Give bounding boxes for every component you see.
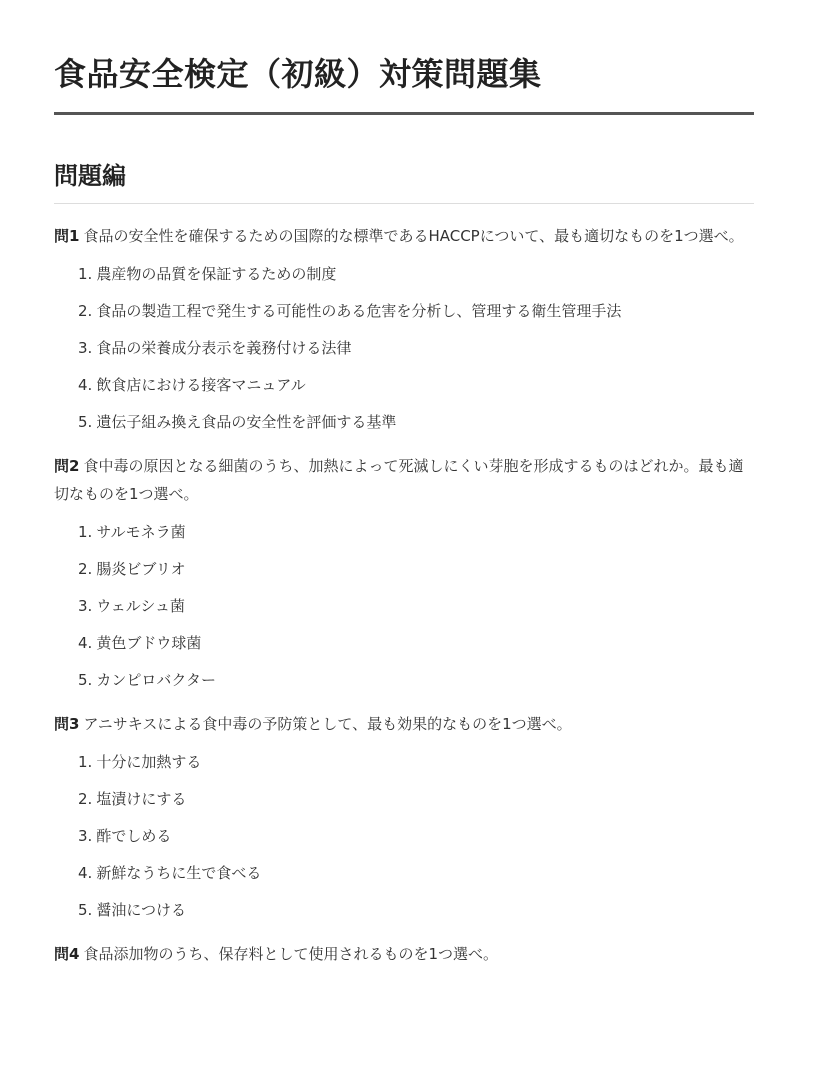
option-item	[78, 750, 754, 774]
question-3	[54, 710, 754, 922]
option-item	[78, 824, 754, 848]
option-item	[78, 668, 754, 692]
question-2	[54, 452, 754, 692]
option-number: 5.	[78, 413, 93, 431]
option-item	[78, 898, 754, 922]
option-item	[78, 557, 754, 581]
option-number: 1.	[78, 753, 93, 771]
option-item	[78, 787, 754, 811]
option-item	[78, 631, 754, 655]
option-number: 3.	[78, 827, 93, 845]
option-list	[54, 520, 754, 692]
option-text: 食品の製造工程で発生する可能性のある危害を分析し、管理する衛生管理手法	[96, 302, 622, 320]
option-number: 5.	[78, 901, 93, 919]
option-text: 腸炎ビブリオ	[96, 560, 186, 578]
option-list	[54, 262, 754, 434]
option-item	[78, 861, 754, 885]
document-title: 食品安全検定（初級）対策問題集	[54, 50, 754, 115]
option-text: カンピロバクター	[96, 671, 217, 689]
question-text	[54, 222, 754, 250]
question-text	[54, 940, 754, 968]
question-text	[54, 710, 754, 738]
option-number: 4.	[78, 864, 93, 882]
option-text: ウェルシュ菌	[96, 597, 186, 615]
option-number: 1.	[78, 523, 93, 541]
question-body: アニサキスによる食中毒の予防策として、最も効果的なものを1つ選べ。	[83, 715, 572, 733]
option-list	[54, 750, 754, 922]
question-number: 問4	[54, 945, 80, 963]
option-item	[78, 299, 754, 323]
option-text: 農産物の品質を保証するための制度	[96, 265, 337, 283]
option-number: 4.	[78, 376, 93, 394]
option-text: 新鮮なうちに生で食べる	[96, 864, 262, 882]
option-item	[78, 336, 754, 360]
option-text: 塩漬けにする	[96, 790, 187, 808]
option-item	[78, 373, 754, 397]
option-number: 4.	[78, 634, 93, 652]
option-text: 食品の栄養成分表示を義務付ける法律	[96, 339, 352, 357]
option-number: 3.	[78, 597, 93, 615]
question-body: 食中毒の原因となる細菌のうち、加熱によって死滅しにくい芽胞を形成するものはどれか。最も適切なものを1つ選べ。	[54, 457, 744, 503]
option-item	[78, 262, 754, 286]
option-text: 酢でしめる	[96, 827, 172, 845]
option-number: 5.	[78, 671, 93, 689]
option-item	[78, 410, 754, 434]
option-text: 遺伝子組み換え食品の安全性を評価する基準	[96, 413, 397, 431]
option-text: 十分に加熱する	[96, 753, 202, 771]
option-item	[78, 520, 754, 544]
option-number: 1.	[78, 265, 93, 283]
question-text	[54, 452, 754, 508]
question-number: 問2	[54, 457, 80, 475]
option-text: 黄色ブドウ球菌	[96, 634, 202, 652]
question-number: 問1	[54, 227, 80, 245]
option-number: 3.	[78, 339, 93, 357]
option-text: 飲食店における接客マニュアル	[96, 376, 306, 394]
option-number: 2.	[78, 790, 93, 808]
option-number: 2.	[78, 302, 93, 320]
question-body: 食品添加物のうち、保存料として使用されるものを1つ選べ。	[83, 945, 498, 963]
section-title: 問題編	[54, 159, 754, 204]
question-4	[54, 940, 754, 968]
question-body: 食品の安全性を確保するための国際的な標準であるHACCPについて、最も適切なものを1つ選べ。	[83, 227, 744, 245]
option-number: 2.	[78, 560, 93, 578]
option-text: 醤油につける	[96, 901, 187, 919]
option-item	[78, 594, 754, 618]
question-1	[54, 222, 754, 434]
question-number: 問3	[54, 715, 80, 733]
option-text: サルモネラ菌	[96, 523, 186, 541]
